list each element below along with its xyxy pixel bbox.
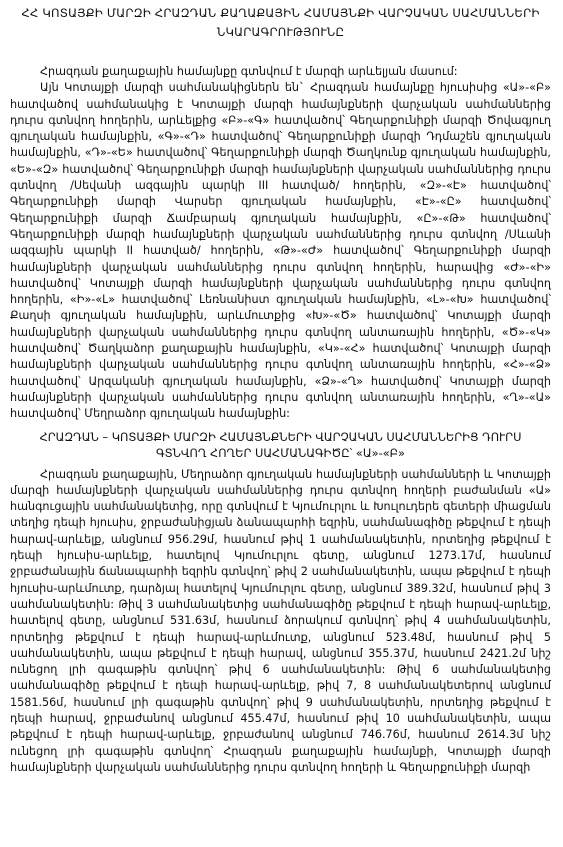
document-title: ՀՀ ԿՈՏԱՅՔԻ ՄԱՐԶԻ ՀՐԱԶԴԱՆ ՔԱՂԱՔԱՅԻՆ ՀԱՄԱՅՆՔԻ ՎԱՐՉԱԿԱՆ ՍԱՀՄԱՆՆԵՐԻ (21, 6, 540, 20)
section-title-line2: ԳՏՆՎՈՂ ՀՈՂԵՐ ՍԱՀՄԱՆԱԳԻԾԸ՝ «Ա»-«Բ» (156, 445, 405, 460)
section-paragraph: Հրազդան քաղաքային, Մեղրաձոր գյուղական համայնքների սահմանների և Կոտայքի մարզի համայնքների վարչական սահմաններից դուրս գտնվող հողերի բաժանման «Ա» հանգուցային սահմանակետից, որը գտնվում է Կյումուրլու և Խուլուդերե գետերի միացման տեղից դեպի հյուսիս, ջրբաժանիցյան ձանապարհի եզրին, սահմանագիծը թեքվում է դեպի հարավ-արևելք, անցնում 956.29մ, հասնում թիվ 1 սահմանակետին, որտեղից թեքվում է դեպի հյուսիս-արևելք, հատելով Կյումուրլու գետը, անցնում 1273.17մ, հասնում ջրբաժանային ճանապարհի եզրին գտնվող՝ թիվ 2 սահմանակետին, ապա թեքվում է դեպի հյուսիս-արևմուտք, դարձյալ հատելով Կյումուրլու գետը, անցնում 389.32մ, հասնում թիվ 3 սահմանակետին: Թիվ 3 սահմանակետից սահմանագիծը թեքվում է դեպի հարավ-արևելք, հատելով գետը, անցնում 531.63մ, հասնում ձորակում գտնվող՝ թիվ 4 սահմանակետին, որտեղից թեքվում է դեպի հարավ-արևմուտք, անցնում 523.48մ, հասնում թիվ 5 սահմանակետին, ապա թեքվում է դեպի հարավ, անցնում 355.37մ, հասնում 2421.2մ նիշ ունեցող լրի գագաթին գտնվող՝ թիվ 6 սահմանակետին: Թիվ 6 սահմանակետից սահմանագիծը թեքվում է դեպի հարավ-արևելք, թիվ 7, 8 սահմանակետերով անցնում 1581.56մ, հասնում լրի գագաթին գտնվող՝ թիվ 9 սահմանակետին, որտեղից թեքվում է դեպի հարավ, ջրբաժանով անցնում 455.47մ, հասնում թիվ 10 սահմանակետին, ապա թեքվում է դեպի հարավ-արևելք, ջրբաժանով անցնում 746.76մ, հասնում 2614.3մ նիշ ունեցող լրի գագաթին գտնվող՝ Հրազդան քաղաքային համայնքի, Կոտայքի մարզի համայնքների վարչական սահմաններից դուրս գտնվող հողերի և Գեղարքունիքի մարզի (10, 467, 551, 774)
section-title-line1: ՀՐԱԶԴԱՆ – ԿՈՏԱՅՔԻ ՄԱՐԶԻ ՀԱՄԱՅՆՔՆԵՐԻ ՎԱՐՉԱԿԱՆ ՍԱՀՄԱՆՆԵՐԻՑ ԴՈՒՐՍ (39, 429, 522, 444)
section-title (10, 429, 551, 461)
document-subtitle: ՆԿԱՐԱԳՐՈՒԹՅՈՒՆԸ (216, 25, 345, 39)
borders-paragraph: Այն Կոտայքի մարզի սահմանակիցներն են` Հրազդան համայնքը հյուսիսից «Ա»-«Բ» հատվածով սահմանակից է Կոտայքի մարզի համայնքների վարչական սահմաններից դուրս գտնվող հողերին, արևելքից «Բ»-«Գ» հատվածով՝ Գեղարքունիքի մարզի Ծովագյուղ գյուղական համայնքին, «Գ»-«Դ» հատվածով՝ Գեղարքունիքի մարզի Դդմաշեն գյուղական համայնքին, «Դ»-«Ե» հատվածով՝ Գեղարքունիքի մարզի Ծաղկունք գյուղական համայնքին, «Ե»-«Զ» հատվածով՝ Գեղարքունիքի մարզի համայնքների վարչական սահմաններից դուրս գտնվող /Սեվանի ազգային պարկի III հատված/ հողերին, «Զ»-«Է» հատվածով՝ Գեղարքունիքի մարզի Վարսեր գյուղական համայնքին, «Է»-«Ը» հատվածով՝ Գեղարքունիքի մարզի Ճամբարակ գյուղական համայնքին, «Ը»-«Թ» հատվածով՝ Գեղարքունիքի մարզի համայնքների վարչական սահմաններից դուրս գտնվող /Սևանի ազգային պարկի II հատված/ հողերին, «Թ»-«Ժ» հատվածով՝ Գեղարքունիքի մարզի համայնքների վարչական սահմաններից դուրս գտնվող հողերին, հարավից «Ժ»-«Ի» հատվածով՝ Կոտայքի մարզի համայնքների վարչական սահմաններից դուրս գտնվող հողերին, «Ի»-«Լ» հատվածով՝ Լեռնանիստ գյուղական համայնքին, «Լ»-«Խ» հատվածով՝ Քաղսի գյուղական համայնքին, արևմուտքից «Խ»-«Ծ» հատվածով՝ Կոտայքի մարզի համայնքների վարչական սահմաններից դուրս գտնվող անտառային հողերին, «Ծ»-«Կ» հատվածով՝ Ծաղկաձոր քաղաքային համայնքին, «Կ»-«Հ» հատվածով՝ Կոտայքի մարզի համայնքների վարչական սահմաններից դուրս գտնվող անտառային հողերին, «Հ»-«Ձ» հատվածով՝ Արզականի գյուղական համայնքին, «Ձ»-«Ղ» հատվածով՝ Կոտայքի մարզի համայնքների վարչական սահմաններից դուրս գտնվող անտառային հողերին, «Ղ»-«Ա» հատվածով՝ Մեղրաձոր գյուղական համայնքին: (10, 81, 551, 421)
intro-paragraph: Հրազդան քաղաքային համայնքը գտնվում է մարզի արևելյան մասում: (40, 65, 458, 78)
